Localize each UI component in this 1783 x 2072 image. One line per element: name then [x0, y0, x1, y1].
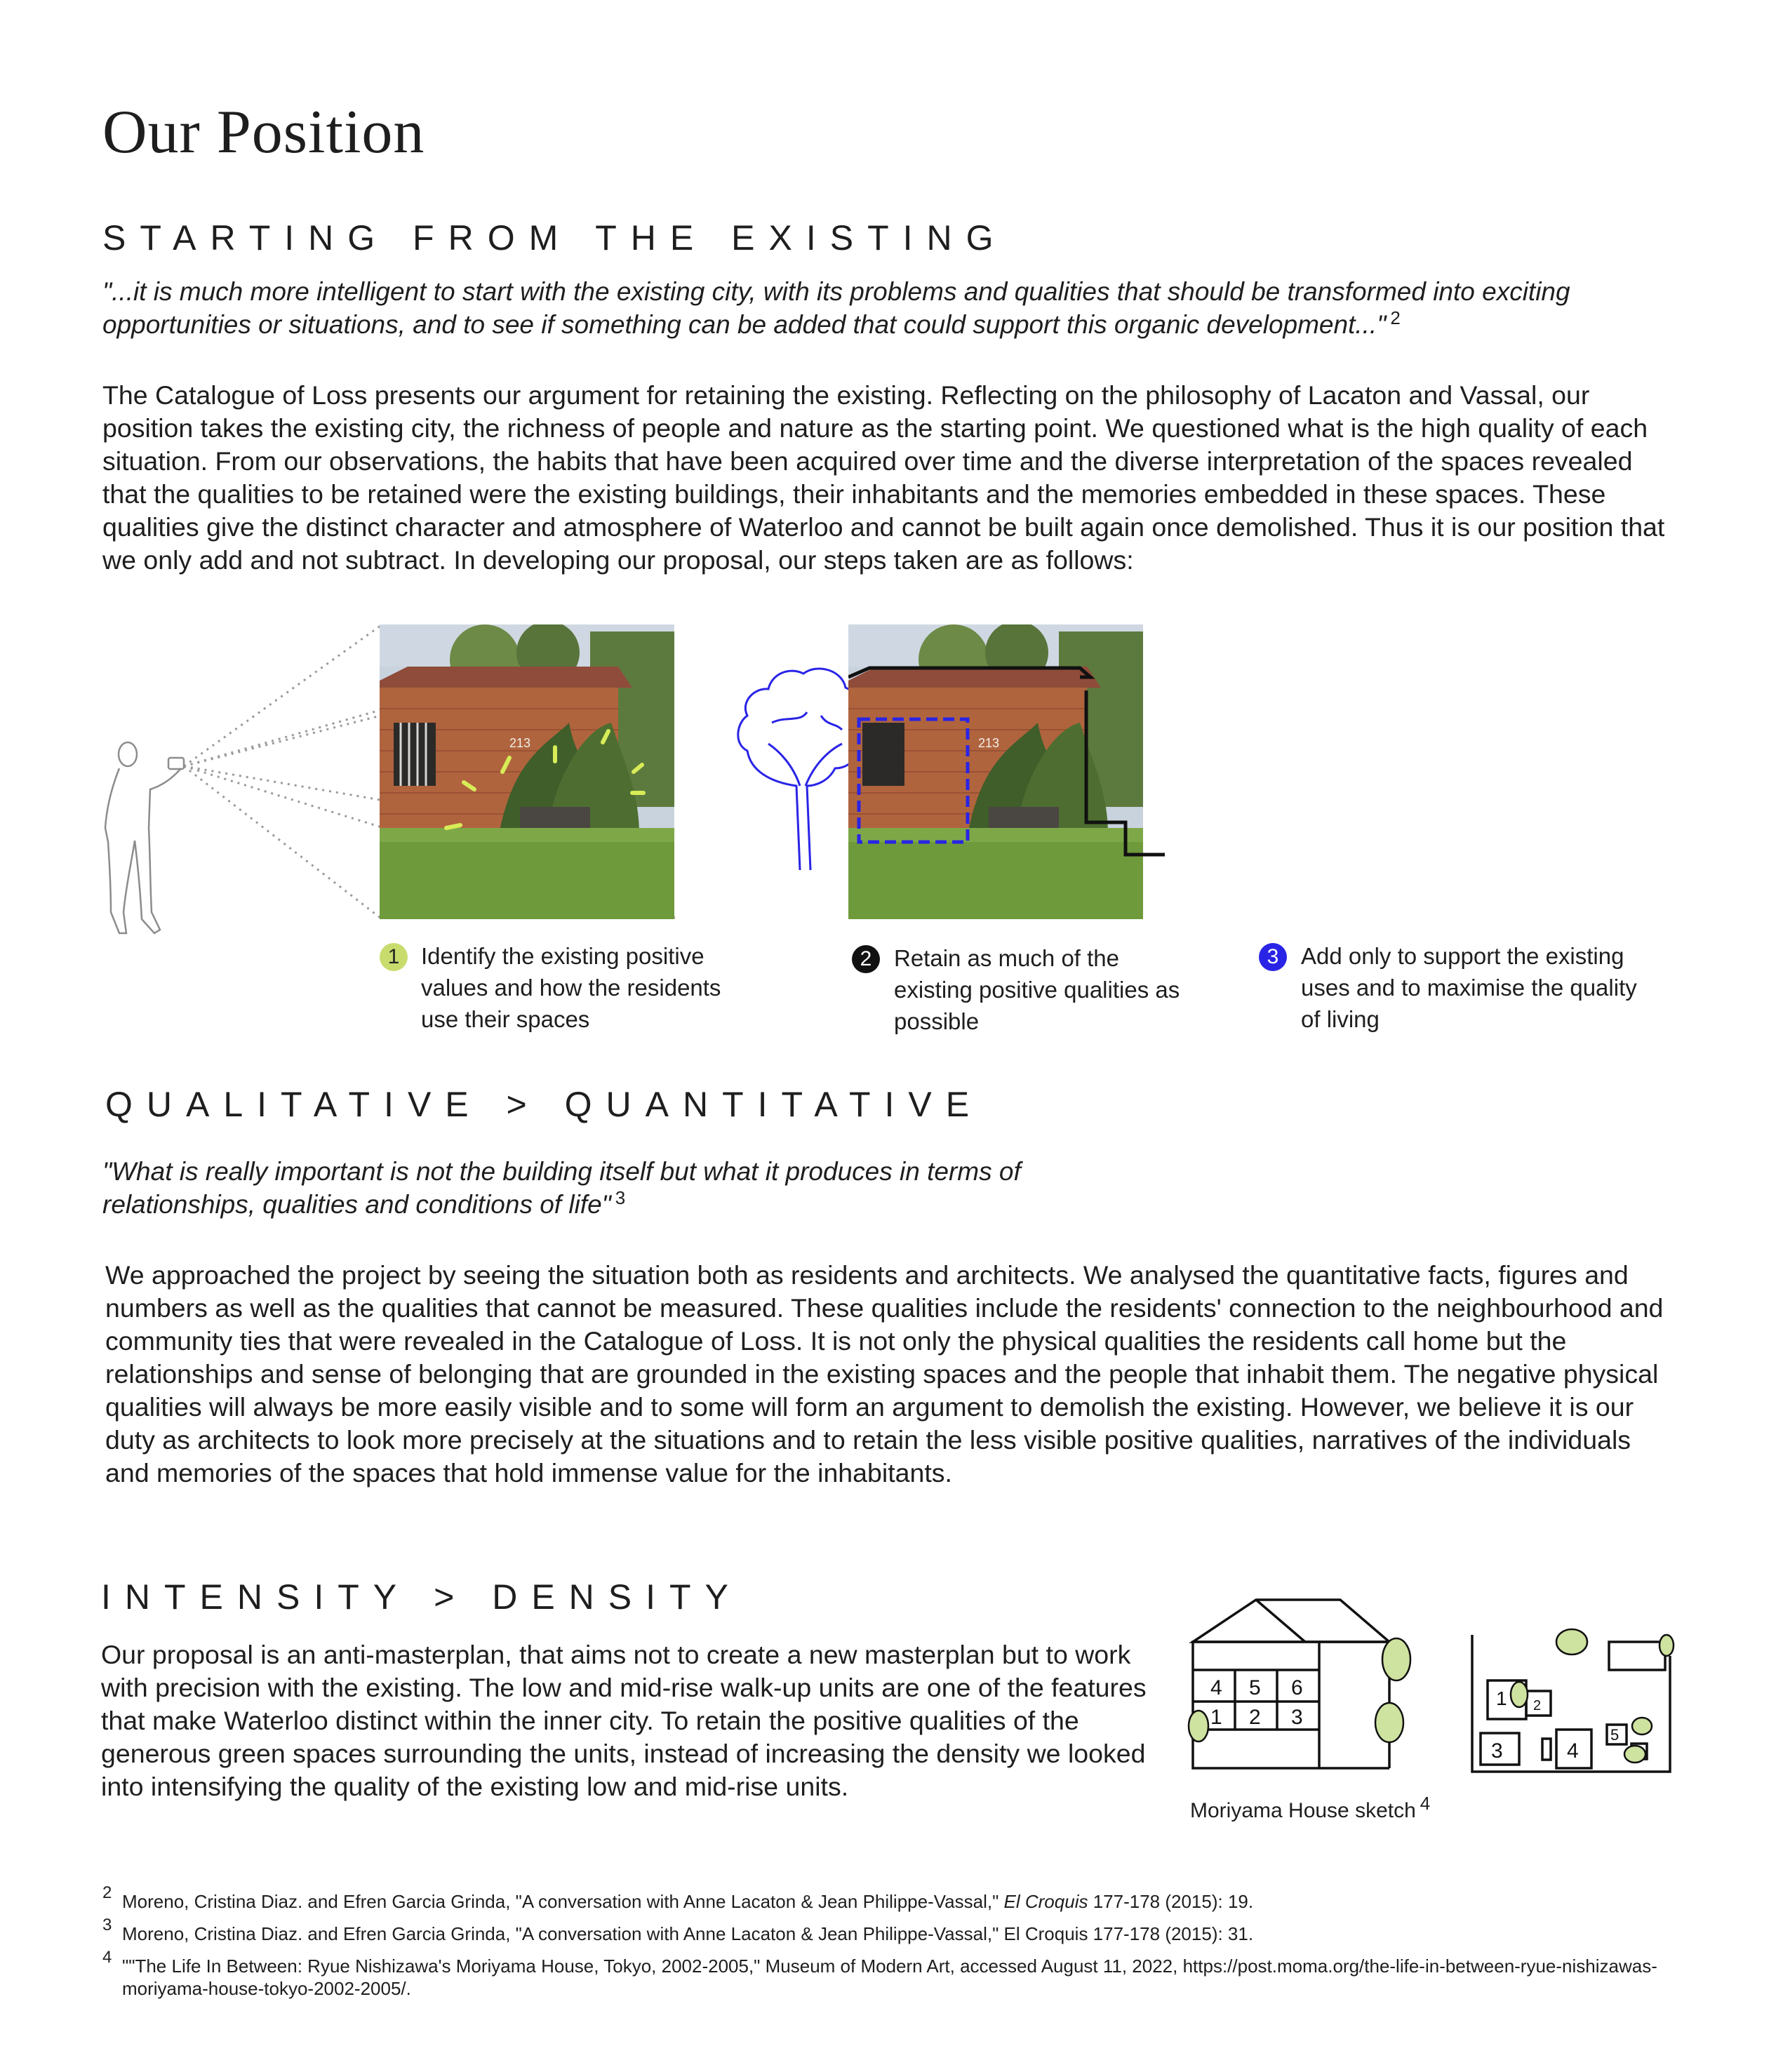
footnote-number: 3 [102, 1916, 112, 1934]
unit-number: 5 [1610, 1726, 1620, 1744]
quote-lacaton [102, 275, 1681, 341]
person-icon [105, 742, 184, 933]
footnote-3 [102, 1916, 1688, 1945]
footnote-italic: El Croquis [1003, 1891, 1088, 1912]
unit-number: 4 [1567, 1739, 1579, 1763]
section-heading-qualitative: QUALITATIVE > QUANTITATIVE [105, 1085, 984, 1124]
unit-number: 3 [1491, 1739, 1503, 1763]
step-badge: 2 [852, 945, 880, 973]
footnote-ref: 2 [1390, 307, 1401, 328]
unit-number: 1 [1210, 1706, 1222, 1729]
unit-number: 2 [1533, 1698, 1542, 1713]
step-3 [1259, 940, 1652, 1035]
paragraph-existing: The Catalogue of Loss presents our argument for retaining the existing. Reflecting on the philosophy of Lacaton and Vassal, our position takes the existing city, the richness of people and nature as the starting point. We questioned what is the high quality of each situation. From our observations, the habits that have been acquired over time and the diverse interpretation of the spaces revealed that the qualities to be retained were the existing buildings, their inhabitants and the memories embedded in these spaces. These qualities give the distinct character and atmosphere of Waterloo and cannot be built again once demolished. Thus it is our position that we only add and not subtract. In developing our proposal, our steps taken are as follows: [102, 380, 1665, 575]
unit-number: 6 [1291, 1676, 1303, 1699]
caption-text: Moriyama House sketch [1190, 1799, 1416, 1822]
footnote-text: Moreno, Cristina Diaz. and Efren Garcia Grinda, "A conversation with Anne Lacaton & Jean Philippe-Vassal," [122, 1891, 999, 1912]
quote-text: "...it is much more intelligent to start with the existing city, with its problems and qualities that should be transformed into exciting opportunities or situations, and to see if something can be added that could support this organic development..." [102, 277, 1570, 339]
footnote-number: 4 [102, 1948, 112, 1967]
moriyama-sketch-plan [1467, 1628, 1684, 1782]
quote-text: "What is really important is not the building itself but what it produces in terms of relationships, qualities and conditions of life" [102, 1157, 1021, 1219]
footnote-ref: 3 [615, 1187, 626, 1208]
footnote-text: Moreno, Cristina Diaz. and Efren Garcia Grinda, "A conversation with Anne Lacaton & Jean Philippe-Vassal," El Croquis 177-178 (2015): 31. [122, 1923, 1254, 1944]
footnote-ref: 4 [1420, 1793, 1431, 1814]
page-title: Our Position [102, 98, 425, 166]
house-number: 213 [509, 736, 531, 750]
paragraph-intensity: Our proposal is an anti-masterplan, that aims not to create a new masterplan but to work with precision with the existing. The low and mid-rise walk-up units are one of the features that make Waterloo distinct within the inner city. To retain the positive qualities of the generous green spaces surrounding the units, instead of increasing the density we looked into intensifying the quality of the existing low and mid-rise units. [101, 1640, 1147, 1801]
added-structure-line [1053, 688, 1172, 870]
section-heading-intensity: INTENSITY > DENSITY [101, 1577, 742, 1617]
section-heading-existing: STARTING FROM THE EXISTING [102, 218, 1008, 258]
unit-number: 3 [1291, 1706, 1303, 1729]
sketch-caption [1190, 1793, 1431, 1823]
footnote-text: ""The Life In Between: Ryue Nishizawa's Moriyama House, Tokyo, 2002-2005," Museum of Modern Art, accessed August 11, 2022, https://post.moma.org/the-life-in-between-ryue-nishizawas-moriyama-house-tokyo-2002-2005/. [122, 1956, 1657, 1999]
house-photo-existing [380, 624, 674, 919]
step-text: Identify the existing positive values and how the residents use their spaces [421, 943, 721, 1032]
unit-number: 1 [1496, 1687, 1507, 1709]
house-number: 213 [978, 736, 1000, 750]
footnote-4 [102, 1948, 1702, 2000]
unit-number: 4 [1210, 1676, 1222, 1699]
unit-number: 5 [1249, 1676, 1261, 1699]
unit-number: 2 [1249, 1706, 1261, 1729]
quote-relationships [102, 1155, 1057, 1221]
step-1 [380, 940, 773, 1035]
step-text: Retain as much of the existing positive qualities as possible [894, 945, 1180, 1034]
step-badge: 1 [380, 943, 408, 971]
footnote-2 [102, 1883, 1688, 1913]
footnote-number: 2 [102, 1883, 112, 1902]
step-badge: 3 [1259, 943, 1287, 971]
moriyama-sketch-section [1179, 1593, 1438, 1782]
footnote-text: 177-178 (2015): 19. [1093, 1891, 1254, 1912]
paragraph-qualitative: We approached the project by seeing the situation both as residents and architects. We analysed the quantitative facts, figures and numbers as well as the qualities that cannot be measured. These qualities include the residents' connection to the neighbourhood and community ties that were revealed in the Catalogue of Loss. It is not only the physical qualities the residents call home but the relationships and sense of belonging that are grounded in the existing spaces and the people that inhabit them. The negative physical qualities will always be more easily visible and to some will form an argument to demolish the existing. However, we believe it is our duty as architects to look more precisely at the situations and to retain the less visible positive qualities, narratives of the individuals and memories of the spaces that hold immense value for the inhabitants. [105, 1260, 1664, 1488]
house-photo-drawing [380, 624, 674, 919]
step-2 [852, 942, 1203, 1037]
step-text: Add only to support the existing uses and to maximise the quality of living [1301, 943, 1637, 1032]
